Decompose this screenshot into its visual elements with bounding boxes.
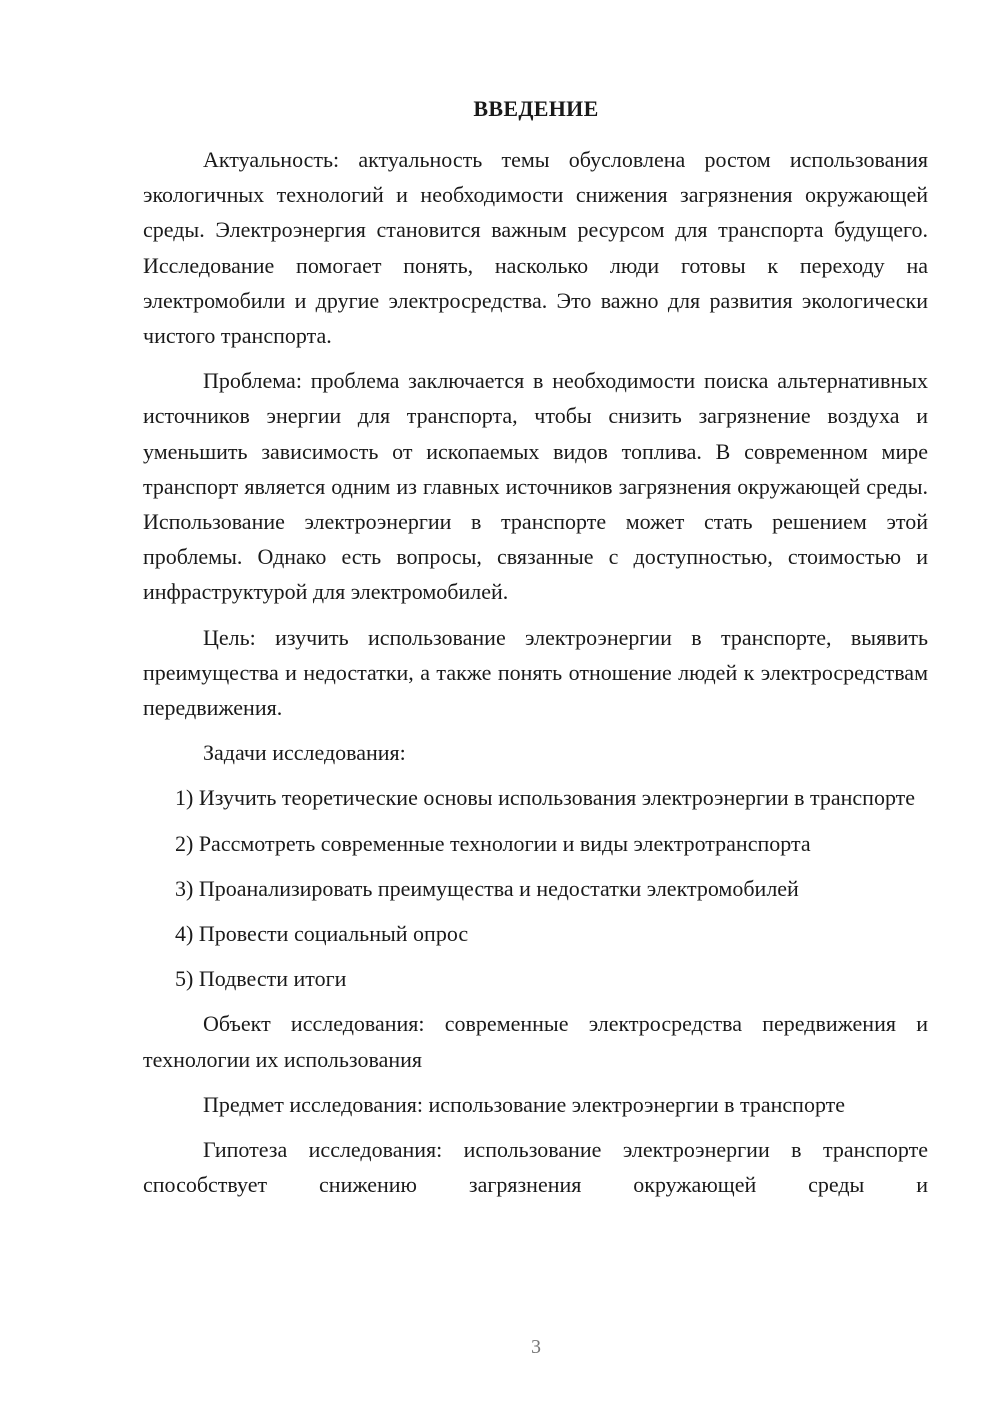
task-item-4: 4) Провести социальный опрос: [175, 921, 469, 947]
subject-paragraph: Предмет исследования: использование электроэнергии в транспорте: [203, 1091, 846, 1117]
relevance-paragraph: Актуальность: актуальность темы обусловлена ростом использования экологичных технологий и необходимости снижения загрязнения окружающей среды. Электроэнергия становится важным ресурсом для транспорта будущего. Исследование помогает понять, насколько люди готовы к переходу на электромобили и другие электросредства. Это важно для развития экологически чистого транспорта.: [143, 147, 928, 349]
object-paragraph: Объект исследования: современные электросредства передвижения и технологии их использования: [143, 1011, 928, 1072]
tasks-title: Задачи исследования:: [203, 740, 406, 766]
problem-paragraph: Проблема: проблема заключается в необходимости поиска альтернативных источников энергии для транспорта, чтобы снизить загрязнение воздуха и уменьшить зависимость от ископаемых видов топлива. В современном мире транспорт является одним из главных источников загрязнения окружающей среды. Использование электроэнергии в транспорте может стать решением этой проблемы. Однако есть вопросы, связанные с доступностью, стоимостью и инфраструктурой для электромобилей.: [143, 368, 928, 605]
page-title: ВВЕДЕНИЕ: [473, 96, 599, 121]
task-item-5: 5) Подвести итоги: [175, 966, 347, 992]
goal-paragraph: Цель: изучить использование электроэнергии в транспорте, выявить преимущества и недостатки, а также понять отношение людей к электросредствам передвижения.: [143, 624, 928, 721]
task-item-2: 2) Рассмотреть современные технологии и виды электротранспорта: [175, 830, 811, 856]
document-body: [143, 142, 928, 1202]
hypothesis-paragraph: Гипотеза исследования: использование электроэнергии в транспорте способствует снижению загрязнения окружающей среды и: [143, 1137, 928, 1198]
task-item-1: 1) Изучить теоретические основы использования электроэнергии в транспорте: [175, 785, 916, 811]
task-item-3: 3) Проанализировать преимущества и недостатки электромобилей: [175, 875, 799, 901]
page-number: 3: [531, 1336, 541, 1358]
